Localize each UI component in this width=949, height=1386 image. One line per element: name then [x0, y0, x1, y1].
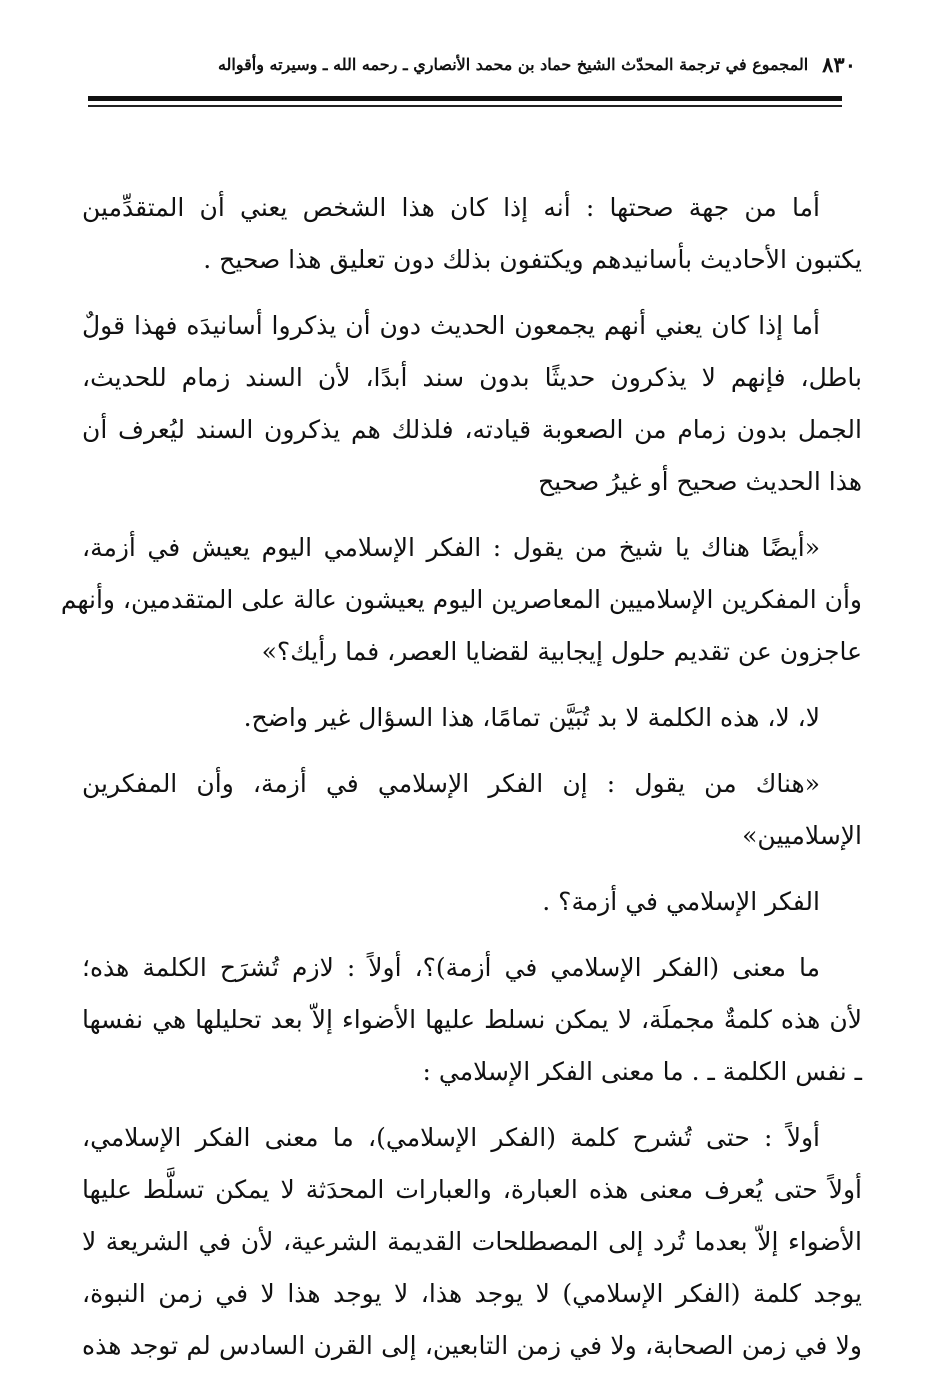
paragraph-4	[82, 692, 862, 744]
header-title: المجموع في ترجمة المحدّث الشيخ حماد بن محمد الأنصاري ـ رحمه الله ـ وسيرته وأقواله	[217, 54, 809, 74]
text-line: باطل، فإنهم لا يذكرون حديثًا بدون سند أبدًا، لأن السند زمام للحديث،	[82, 363, 862, 392]
header-rule-thin	[88, 105, 842, 107]
text-line: ولا في زمن الصحابة، ولا في زمن التابعين، إلى القرن السادس لم توجد هذه	[82, 1331, 862, 1360]
running-header	[96, 44, 856, 84]
paragraph-7	[82, 942, 862, 1098]
text-line: ـ نفس الكلمة ـ . ما معنى الفكر الإسلامي :	[422, 1057, 862, 1086]
text-line: الإسلاميين»	[742, 821, 862, 850]
paragraph-2	[82, 300, 862, 508]
paragraph-1	[82, 182, 862, 286]
text-line: يوجد كلمة (الفكر الإسلامي) لا يوجد هذا، لا يوجد هذا لا في زمن النبوة،	[82, 1279, 862, 1308]
text-line: أما من جهة صحتها : أنه إذا كان هذا الشخص يعني أن المتقدِّمين	[82, 193, 820, 222]
text-line: هذا الحديث صحيح أو غيرُ صحيح	[538, 467, 862, 496]
text-line: «أيضًا هناك يا شيخ من يقول : الفكر الإسلامي اليوم يعيش في أزمة،	[82, 533, 820, 562]
text-line: أما إذا كان يعني أنهم يجمعون الحديث دون أن يذكروا أسانيدَه فهذا قولٌ	[82, 311, 820, 340]
paragraph-8	[82, 1112, 862, 1372]
text-line: أولاً : حتى تُشرح كلمة (الفكر الإسلامي)، ما معنى الفكر الإسلامي،	[82, 1123, 820, 1152]
paragraph-6	[82, 876, 862, 928]
page-number: ٨٣٠	[822, 51, 856, 77]
text-line: لأن هذه كلمةٌ مجملَة، لا يمكن نسلط عليها الأضواء إلاّ بعد تحليلها هي نفسها	[82, 1005, 862, 1034]
text-line: لا، لا، هذه الكلمة لا بد تُبَيَّن تمامًا، هذا السؤال غير واضح.	[243, 703, 820, 732]
text-line: وأن المفكرين الإسلاميين المعاصرين اليوم يعيشون عالة على المتقدمين، وأنهم	[60, 585, 862, 614]
paragraph-5	[82, 758, 862, 862]
text-line: ما معنى (الفكر الإسلامي في أزمة)؟، أولاً : لازم تُشرَح الكلمة هذه؛	[82, 953, 820, 982]
text-line: أولاً حتى يُعرف معنى هذه العبارة، والعبارات المحدَثة لا يمكن تسلَّط عليها	[82, 1175, 862, 1204]
text-line: الجمل بدون زمام من الصعوبة قيادته، فلذلك هم يذكرون السند ليُعرف أن	[82, 415, 862, 444]
text-line: عاجزون عن تقديم حلول إيجابية لقضايا العصر، فما رأيك؟»	[261, 637, 862, 666]
text-line: الفكر الإسلامي في أزمة؟ .	[542, 887, 820, 916]
paragraph-3	[60, 522, 862, 678]
text-line: الأضواء إلاّ بعدما تُرد إلى المصطلحات القديمة الشرعية، لأن في الشريعة لا	[82, 1227, 862, 1256]
body-text	[60, 182, 862, 1386]
text-line: «هناك من يقول : إن الفكر الإسلامي في أزمة، وأن المفكرين	[82, 769, 820, 798]
header-rule-thick	[88, 96, 842, 101]
text-line: يكتبون الأحاديث بأسانيدهم ويكتفون بذلك دون تعليق هذا صحيح .	[203, 245, 862, 274]
